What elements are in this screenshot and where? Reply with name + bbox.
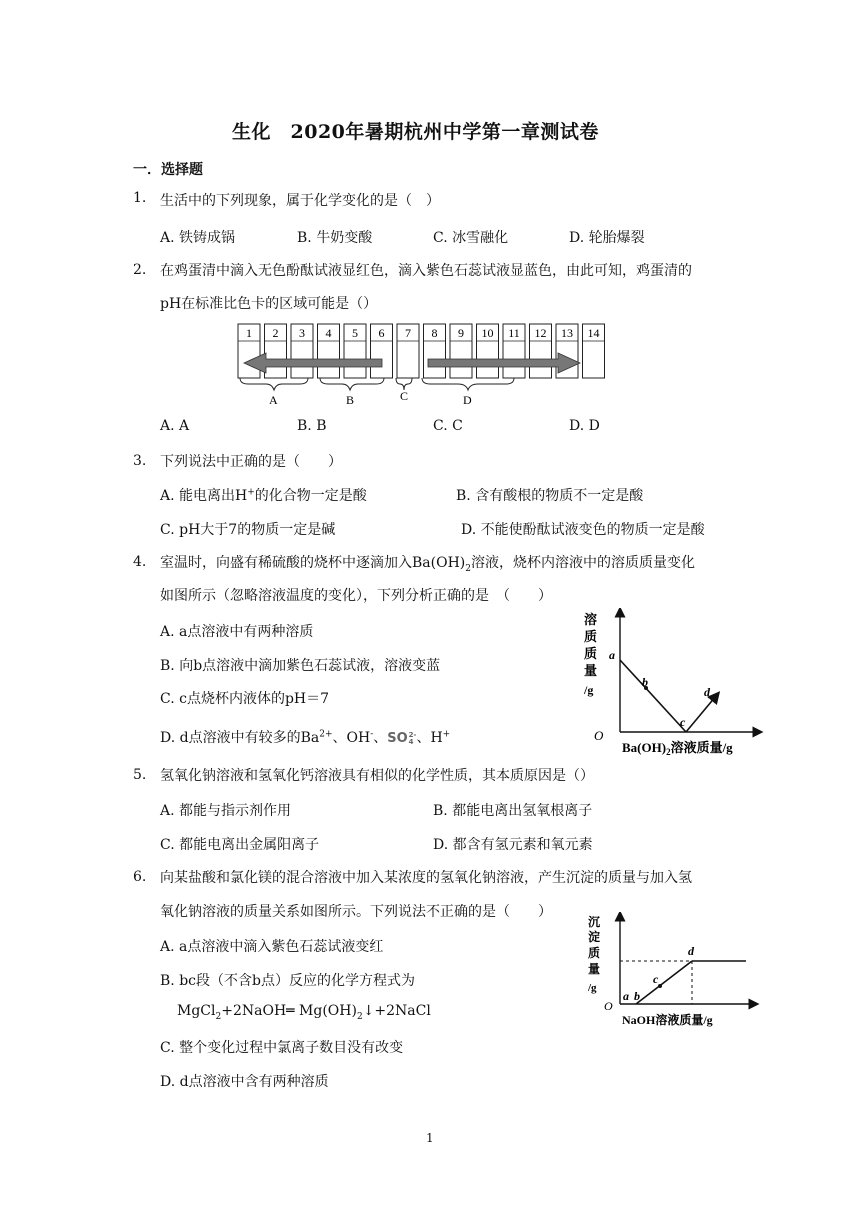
q5-number: 5. [133,767,147,783]
q5-option-a: A. 都能与指示剂作用 [160,803,292,819]
group-label-c: C [400,389,409,403]
q6-stem-line2: 氧化钠溶液的质量关系如图所示。下列说法不正确的是（ ） [160,904,552,920]
page-number: 1 [426,1131,434,1145]
q6-point-c [658,984,662,988]
ph-box-label: 6 [378,326,385,340]
q6-ylabel-1: 沉 [588,915,601,929]
ph-box-label: 10 [481,326,494,340]
ph-box-label: 12 [534,326,547,340]
sulfate-ion: SO 2- 4 [387,730,417,746]
q6-origin: O [604,999,613,1013]
q6-option-d: D. d点溶液中含有两种溶质 [160,1074,329,1090]
q3-option-d: D. 不能使酚酞试液变色的物质一定是酸 [461,522,705,538]
ph-box-label: 1 [246,326,252,340]
q3-number: 3. [133,453,147,469]
q4-point-a: a [609,648,615,662]
ph-box-label: 4 [325,326,332,340]
q5-stem: 氢氧化钠溶液和氢氧化钙溶液具有相似的化学性质，其本质原因是（） [160,768,594,784]
ph-box-label: 8 [431,326,438,340]
q4-option-d: D. d点溶液中有较多的$Ba^{2+}$、OH-、SO 2- 4 、H+ [160,729,451,746]
q6-point-b: b [634,989,640,1003]
q4-ylabel-4: 量 [584,663,598,678]
ph-box-label: 7 [405,326,411,340]
q4-ylabel-5: /g [584,683,594,697]
q1-option-c: C. 冰雪融化 [433,230,509,246]
q6-point-d: d [688,944,694,958]
ph-color-scale-figure [236,322,616,408]
q6-point-a: a [623,989,629,1003]
q4-origin: O [594,728,604,743]
q4-curve-up [686,696,716,732]
q6-ylabel-4: 量 [588,962,601,976]
q3-option-a: A. 能电离出H+的化合物一定是酸 [160,487,367,504]
q4-number: 4. [133,554,147,570]
q6-point-c-label: c [653,972,659,986]
q4-stem-line2: 如图所示（忽略溶液温度的变化），下列分析正确的是 （ ） [160,588,552,604]
q6-curve-rise [636,961,692,1004]
q1-option-b: B. 牛奶变酸 [297,230,373,246]
q4-point-b-label: b [642,675,648,689]
q6-equation: MgCl$_2$+2NaOH═ $Mg(OH)_2↓+2NaCl$ [177,1003,431,1022]
q6-ylabel-3: 质 [588,946,601,960]
ph-box-label: 5 [352,326,358,340]
ph-box-label: 3 [299,326,305,340]
q4-stem-line1: 室温时，向盛有稀硫酸的烧杯中逐滴加入$Ba(OH)_2$溶液，烧杯内溶液中的溶质质量变化 [160,555,695,574]
brace-a [240,378,308,390]
q4-ylabel-3: 质 [584,646,598,661]
group-label-b: B [346,393,355,407]
q4-ylabel-1: 溶 [584,612,598,627]
q2-option-b: B. B [297,418,327,434]
q1-option-d: D. 轮胎爆裂 [569,230,645,246]
ph-box-label: 2 [272,326,279,340]
q4-ylabel-2: 质 [584,629,598,644]
brace-b [320,378,384,390]
brace-d [422,378,514,390]
q4-xlabel: $Ba(OH)_2$溶液质量/g [622,740,733,757]
q1-number: 1. [133,190,147,206]
q4-option-b: B. 向b点溶液中滴加紫色石蕊试液，溶液变蓝 [160,658,441,674]
q5-option-b: B. 都能电离出氢氧根离子 [433,803,593,819]
q3-option-b: B. 含有酸根的物质不一定是酸 [456,488,644,504]
q6-option-c: C. 整个变化过程中氯离子数目没有改变 [160,1040,404,1056]
q6-ylabel-5: /g [588,982,597,994]
q4-curve-down [620,660,686,732]
q3-option-c: C. pH大于7的物质一定是碱 [160,522,336,538]
q5-option-c: C. 都能电离出金属阳离子 [160,837,320,853]
q1-stem: 生活中的下列现象，属于化学变化的是（ ） [160,193,440,209]
page-title: 生化 2020年暑期杭州中学第一章测试卷 [232,121,599,143]
q2-stem-line2: pH在标准比色卡的区域可能是（） [160,296,378,312]
q1-option-a: A. 铁铸成锅 [160,230,236,246]
group-label-a: A [269,393,278,407]
q2-stem-line1: 在鸡蛋清中滴入无色酚酞试液显红色，滴入紫色石蕊试液显蓝色，由此可知，鸡蛋清的 [160,263,692,279]
group-label-d: D [463,393,472,407]
q6-option-b: B. bc段（不含b点）反应的化学方程式为 [160,973,415,989]
q6-option-a: A. a点溶液中滴入紫色石蕊试液变红 [160,939,384,955]
q2-option-c: C. C [433,418,463,434]
q5-option-d: D. 都含有氢元素和氧元素 [433,837,593,853]
q2-option-a: A. A [160,418,190,434]
q3-stem: 下列说法中正确的是（ ） [160,454,342,470]
q6-precipitate-mass-graph [586,912,766,1032]
q4-option-a: A. a点溶液中有两种溶质 [160,624,314,640]
ph-box-label: 13 [561,326,573,340]
q4-point-c: c [680,715,686,729]
ph-box-label: 9 [458,326,464,340]
q6-stem-line1: 向某盐酸和氯化镁的混合溶液中加入某浓度的氢氧化钠溶液，产生沉淀的质量与加入氢 [160,870,692,886]
q2-option-d: D. D [569,418,600,434]
ph-box-label: 11 [508,326,520,340]
q6-xlabel: NaOH溶液质量/g [622,1013,713,1027]
ph-box-label: 14 [587,326,600,340]
q6-number: 6. [133,869,147,885]
q4-solute-mass-graph [582,608,772,758]
q4-option-c: C. c点烧杯内液体的pH＝7 [160,691,330,707]
q2-number: 2. [133,262,147,278]
q4-point-d: d [704,685,710,699]
section-heading: 一．选择题 [133,162,203,178]
q6-ylabel-2: 淀 [588,930,601,944]
